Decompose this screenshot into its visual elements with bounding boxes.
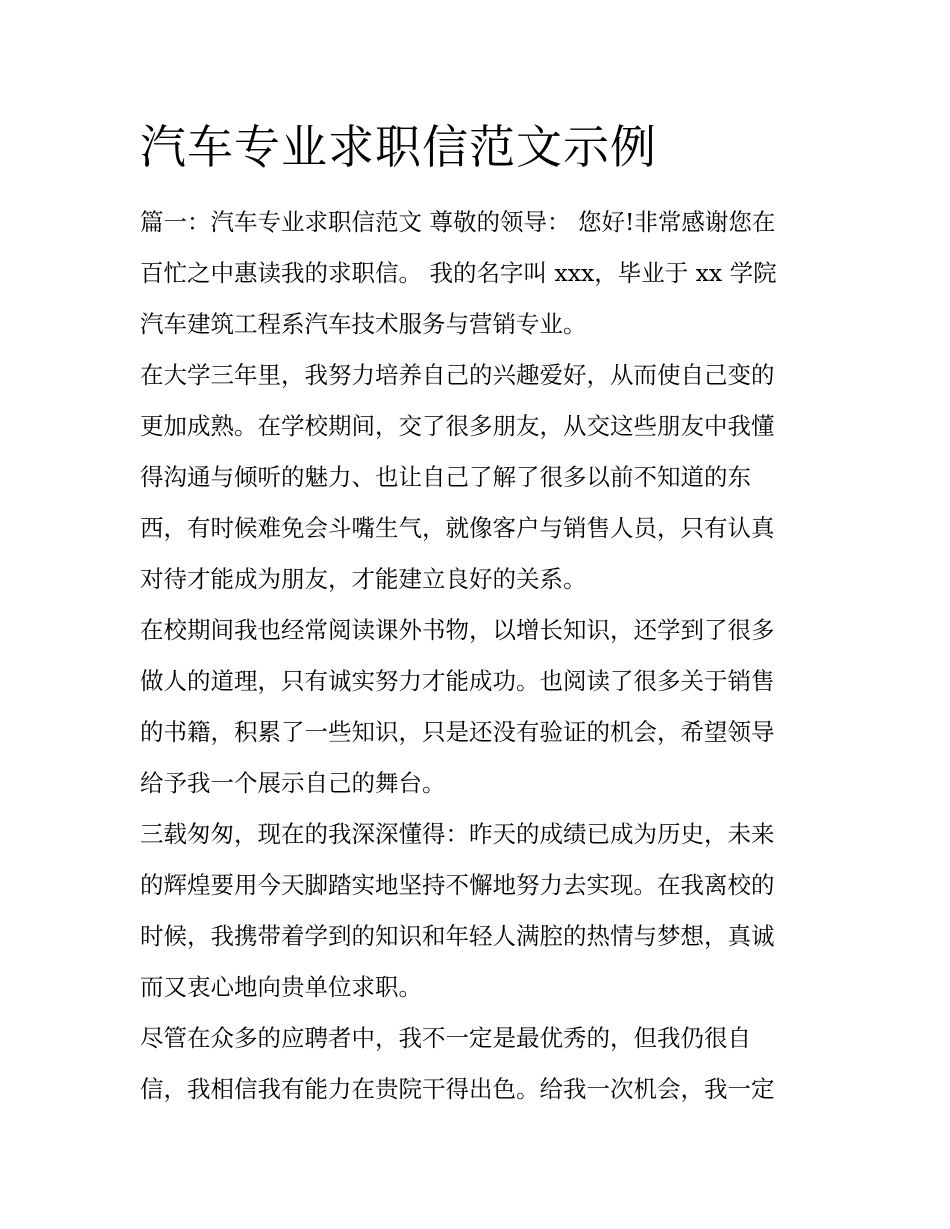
- text-line: 而又衷心地向贵单位求职。: [140, 973, 422, 1001]
- document-title: 汽车专业求职信范文示例: [140, 120, 657, 174]
- text-line: 得沟通与倾听的魅力、也让自己了解了很多以前不知道的东: [140, 463, 751, 491]
- text-line: 在校期间我也经常阅读课外书物，以增长知识，还学到了很多: [140, 616, 775, 644]
- text-line: 西，有时候难免会斗嘴生气，就像客户与销售人员，只有认真: [140, 514, 775, 542]
- text-line: 的辉煌要用今天脚踏实地坚持不懈地努力去实现。在我离校的: [140, 871, 775, 899]
- text-line: 给予我一个展示自己的舞台。: [140, 769, 446, 797]
- text-line: 百忙之中惠读我的求职信。 我的名字叫 xxx，毕业于 xx 学院: [140, 259, 777, 287]
- text-line: 的书籍，积累了一些知识，只是还没有验证的机会，希望领导: [140, 718, 775, 746]
- text-line: 三载匆匆，现在的我深深懂得：昨天的成绩已成为历史，未来: [140, 820, 775, 848]
- text-line: 做人的道理，只有诚实努力才能成功。也阅读了很多关于销售: [140, 667, 775, 695]
- text-line: 对待才能成为朋友，才能建立良好的关系。: [140, 565, 587, 593]
- text-line: 更加成熟。在学校期间，交了很多朋友，从交这些朋友中我懂: [140, 412, 775, 440]
- text-line: 时候，我携带着学到的知识和年轻人满腔的热情与梦想，真诚: [140, 922, 775, 950]
- text-line: 篇一：汽车专业求职信范文 尊敬的领导： 您好!非常感谢您在: [140, 208, 776, 236]
- text-line: 尽管在众多的应聘者中，我不一定是最优秀的，但我仍很自: [140, 1024, 751, 1052]
- text-line: 汽车建筑工程系汽车技术服务与营销专业。: [140, 310, 587, 338]
- document-body: [140, 197, 812, 1115]
- text-line: 在大学三年里，我努力培养自己的兴趣爱好，从而使自己变的: [140, 361, 775, 389]
- text-line: 信，我相信我有能力在贵院干得出色。给我一次机会，我一定: [140, 1075, 775, 1103]
